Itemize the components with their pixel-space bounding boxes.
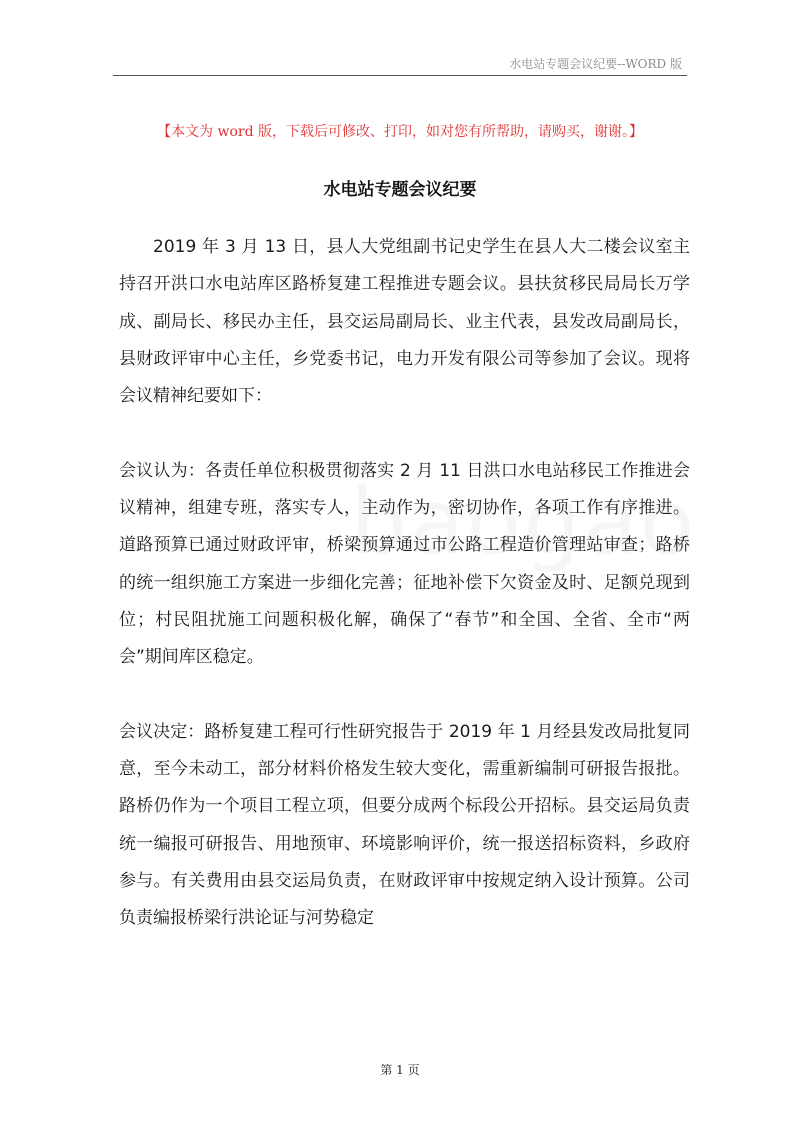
document-title: 水电站专题会议纪要 (323, 180, 477, 200)
paragraph-meeting-opinion: 会议认为：各责任单位积极贯彻落实 2 月 11 日洪口水电站移民工作推进会议精神，组建专班，落实专人，主动作为，密切协作，各项工作有序推进。道路预算已通过财政评审，桥梁预算通过市公路工程造价管理站审查；路桥的统一组织施工方案进一步细化完善；征地补偿下欠资金及时、足额兑现到位；村民阻扰施工问题积极化解，确保了“春节”和全国、全省、全市“两会”期间库区稳定。 (119, 460, 690, 668)
paragraph-intro: 2019 年 3 月 13 日，县人大党组副书记史学生在县人大二楼会议室主持召开洪口水电站库区路桥复建工程推进专题会议。县扶贫移民局局长万学成、副局长、移民办主任，县交运局副局长、业主代表，县发改局副局长，县财政评审中心主任，乡党委书记，电力开发有限公司等参加了会议。现将会议精神纪要如下： (119, 237, 690, 407)
promo-notice: 【本文为 word 版，下载后可修改、打印，如对您有所帮助，请购买，谢谢。】 (157, 124, 643, 140)
header-divider (113, 75, 687, 76)
document-body (119, 229, 690, 938)
running-header: 水电站专题会议纪要--WORD 版 (509, 57, 682, 71)
page-number: 第 1 页 (380, 1063, 420, 1077)
paragraph-spacer (119, 415, 690, 452)
paragraph-meeting-decision: 会议决定：路桥复建工程可行性研究报告于 2019 年 1 月经县发改局批复同意，至今未动工，部分材料价格发生较大变化，需重新编制可研报告报批。路桥仍作为一个项目工程立项，但要分成两个标段公开招标。县交运局负责统一编报可研报告、用地预审、环境影响评价，统一报送招标资料，乡政府参与。有关费用由县交运局负责，在财政评审中按规定纳入设计预算。公司负责编报桥梁行洪论证与河势稳定 (119, 721, 690, 929)
paragraph-spacer (119, 677, 690, 714)
